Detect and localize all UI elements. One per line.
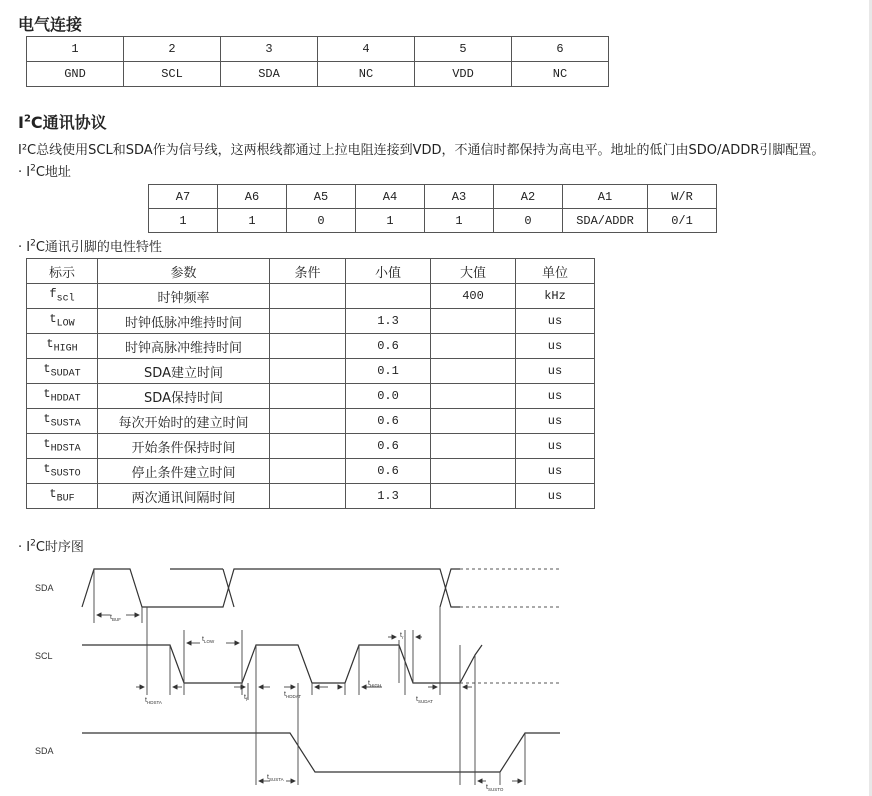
elec-row [27, 359, 595, 384]
elec-param-cell: 每次开始时的建立时间 [98, 409, 270, 434]
i2c-description: I²C总线使用SCL和SDA作为信号线，这两根线都通过上拉电阻连接到VDD，不通信时都保持为高电平。地址的低门由SDO/ADDR引脚配置。 [18, 143, 825, 158]
elec-unit-cell: us [516, 409, 595, 434]
elec-param-cell: 时钟频率 [98, 284, 270, 309]
address-header-cell: W/R [648, 185, 717, 209]
elec-unit-cell: us [516, 384, 595, 409]
tsudat-label: $t_{SUDAT}$ [416, 696, 433, 704]
timing-heading-prefix: · I [18, 540, 31, 555]
elec-row [27, 459, 595, 484]
sda-signal-label: SDA [35, 583, 54, 593]
elec-heading-prefix: · I [18, 240, 31, 255]
elec-cond-cell [270, 409, 346, 434]
pin-signal-row [27, 62, 609, 87]
elec-header-cell: 小值 [346, 259, 431, 284]
address-value-cell: 0/1 [648, 209, 717, 233]
elec-symbol-cell [27, 359, 98, 384]
elec-cond-cell [270, 309, 346, 334]
pin-number-row [27, 37, 609, 62]
i2c-title-sup: 2 [23, 113, 31, 125]
elec-min-cell: 0.6 [346, 434, 431, 459]
address-header-cell: A3 [425, 185, 494, 209]
elec-param-cell: 时钟高脉冲维持时间 [98, 334, 270, 359]
address-value-cell: 0 [287, 209, 356, 233]
address-value-cell: SDA/ADDR [563, 209, 648, 233]
elec-cond-cell [270, 384, 346, 409]
pin-number-cell: 6 [512, 37, 609, 62]
pin-signal-cell: GND [27, 62, 124, 87]
tlow-label: $t_{LOW}$ [202, 636, 215, 644]
elec-cond-cell [270, 359, 346, 384]
symbol-letter: t [43, 387, 51, 402]
pin-signal-cell: NC [512, 62, 609, 87]
address-header-cell: A4 [356, 185, 425, 209]
address-header-cell: A6 [218, 185, 287, 209]
symbol-letter: f [49, 287, 57, 302]
pin-signal-cell: NC [318, 62, 415, 87]
electrical-connection-title: 电气连接 [18, 15, 83, 34]
elec-row [27, 309, 595, 334]
pin-signal-cell: VDD [415, 62, 512, 87]
elec-min-cell: 0.6 [346, 334, 431, 359]
address-value-cell: 1 [218, 209, 287, 233]
tf-label: $t_f$ [244, 694, 248, 702]
elec-row [27, 284, 595, 309]
elec-max-cell [431, 384, 516, 409]
elec-cond-cell [270, 434, 346, 459]
symbol-letter: t [43, 412, 51, 427]
address-heading-suffix: C地址 [35, 165, 71, 180]
elec-param-cell: 停止条件建立时间 [98, 459, 270, 484]
i2c-electrical-heading [18, 236, 162, 255]
symbol-subscript: scl [56, 293, 75, 305]
elec-row [27, 384, 595, 409]
elec-header-row [27, 259, 595, 284]
elec-symbol-cell [27, 484, 98, 509]
symbol-subscript: LOW [56, 318, 75, 330]
elec-row [27, 434, 595, 459]
elec-row [27, 409, 595, 434]
pin-number-cell: 2 [124, 37, 221, 62]
elec-symbol-cell [27, 409, 98, 434]
elec-param-cell: 两次通讯间隔时间 [98, 484, 270, 509]
elec-header-cell: 条件 [270, 259, 346, 284]
i2c-address-heading [18, 161, 71, 180]
elec-max-cell [431, 409, 516, 434]
i2c-timing-heading [18, 536, 84, 555]
elec-header-cell: 标示 [27, 259, 98, 284]
elec-unit-cell: us [516, 459, 595, 484]
tsusta-label: $t_{SUSTA}$ [267, 774, 284, 782]
symbol-subscript: SUSTO [50, 468, 81, 480]
elec-param-cell: 时钟低脉冲维持时间 [98, 309, 270, 334]
sda-bottom-signal-label: SDA [35, 746, 54, 756]
address-header-row [149, 185, 717, 209]
tbuf-label: $t_{BUF}$ [110, 614, 121, 622]
elec-symbol-cell [27, 434, 98, 459]
scl-signal-label: SCL [35, 651, 53, 661]
elec-max-cell [431, 459, 516, 484]
elec-unit-cell: us [516, 359, 595, 384]
tr-label: $t_r$ [400, 632, 404, 640]
symbol-letter: t [49, 487, 57, 502]
i2c-title-suffix: C通讯协议 [30, 113, 107, 132]
address-header-cell: A5 [287, 185, 356, 209]
address-heading-sup: 2 [30, 163, 36, 174]
elec-max-cell [431, 434, 516, 459]
elec-min-cell [346, 284, 431, 309]
pin-number-cell: 5 [415, 37, 512, 62]
elec-unit-cell: us [516, 309, 595, 334]
sda-waveform-top [82, 569, 560, 607]
elec-max-cell [431, 334, 516, 359]
address-header-cell: A7 [149, 185, 218, 209]
timing-heading-suffix: C时序图 [35, 540, 84, 555]
elec-cond-cell [270, 484, 346, 509]
symbol-letter: t [43, 462, 51, 477]
pin-connection-table [26, 36, 609, 87]
address-value-row [149, 209, 717, 233]
elec-symbol-cell [27, 284, 98, 309]
elec-min-cell: 0.0 [346, 384, 431, 409]
scl-waveform [82, 645, 560, 683]
elec-symbol-cell [27, 384, 98, 409]
symbol-letter: t [43, 437, 51, 452]
elec-row [27, 484, 595, 509]
elec-symbol-cell [27, 334, 98, 359]
address-value-cell: 1 [356, 209, 425, 233]
symbol-subscript: SUSTA [50, 418, 81, 430]
pin-signal-cell: SDA [221, 62, 318, 87]
address-value-cell: 0 [494, 209, 563, 233]
timing-arrows [97, 615, 522, 781]
elec-cond-cell [270, 459, 346, 484]
elec-symbol-cell [27, 309, 98, 334]
address-value-cell: 1 [149, 209, 218, 233]
symbol-letter: t [46, 337, 54, 352]
address-header-cell: A1 [563, 185, 648, 209]
timing-heading-sup: 2 [30, 538, 36, 549]
elec-unit-cell: us [516, 334, 595, 359]
elec-header-cell: 单位 [516, 259, 595, 284]
elec-min-cell: 0.1 [346, 359, 431, 384]
elec-row [27, 334, 595, 359]
thddat-label: $t_{HDDAT}$ [284, 691, 302, 699]
elec-max-cell [431, 309, 516, 334]
elec-symbol-cell [27, 459, 98, 484]
elec-min-cell: 0.6 [346, 409, 431, 434]
elec-heading-suffix: C通讯引脚的电性特性 [35, 240, 162, 255]
elec-cond-cell [270, 334, 346, 359]
elec-header-cell: 参数 [98, 259, 270, 284]
tsusto-label: $t_{SUSTO}$ [486, 784, 504, 792]
sda-waveform-bottom [82, 733, 560, 772]
thigh-label: $t_{HIGH}$ [368, 680, 382, 688]
address-heading-prefix: · I [18, 165, 31, 180]
elec-max-cell [431, 359, 516, 384]
symbol-subscript: HIGH [53, 343, 78, 355]
pin-number-cell: 4 [318, 37, 415, 62]
elec-param-cell: 开始条件保持时间 [98, 434, 270, 459]
pin-number-cell: 1 [27, 37, 124, 62]
symbol-subscript: HDSTA [50, 443, 81, 455]
thdsta-label: $t_{HDSTA}$ [145, 697, 162, 705]
elec-param-cell: SDA保持时间 [98, 384, 270, 409]
symbol-letter: t [49, 312, 57, 327]
symbol-subscript: SUDAT [50, 368, 81, 380]
address-header-cell: A2 [494, 185, 563, 209]
elec-min-cell: 1.3 [346, 484, 431, 509]
symbol-subscript: HDDAT [50, 393, 81, 405]
elec-unit-cell: us [516, 434, 595, 459]
elec-max-cell: 400 [431, 284, 516, 309]
symbol-subscript: BUF [56, 493, 75, 505]
i2c-timing-diagram [20, 555, 565, 795]
elec-heading-sup: 2 [30, 238, 36, 249]
i2c-address-table [148, 184, 717, 233]
elec-min-cell: 1.3 [346, 309, 431, 334]
pin-signal-cell: SCL [124, 62, 221, 87]
elec-cond-cell [270, 284, 346, 309]
i2c-protocol-title [18, 110, 107, 133]
address-value-cell: 1 [425, 209, 494, 233]
elec-max-cell [431, 484, 516, 509]
elec-unit-cell: kHz [516, 284, 595, 309]
i2c-title-prefix: I [18, 113, 24, 132]
symbol-letter: t [43, 362, 51, 377]
elec-unit-cell: us [516, 484, 595, 509]
elec-header-cell: 大值 [431, 259, 516, 284]
elec-min-cell: 0.6 [346, 459, 431, 484]
pin-number-cell: 3 [221, 37, 318, 62]
elec-param-cell: SDA建立时间 [98, 359, 270, 384]
i2c-electrical-table [26, 258, 595, 509]
